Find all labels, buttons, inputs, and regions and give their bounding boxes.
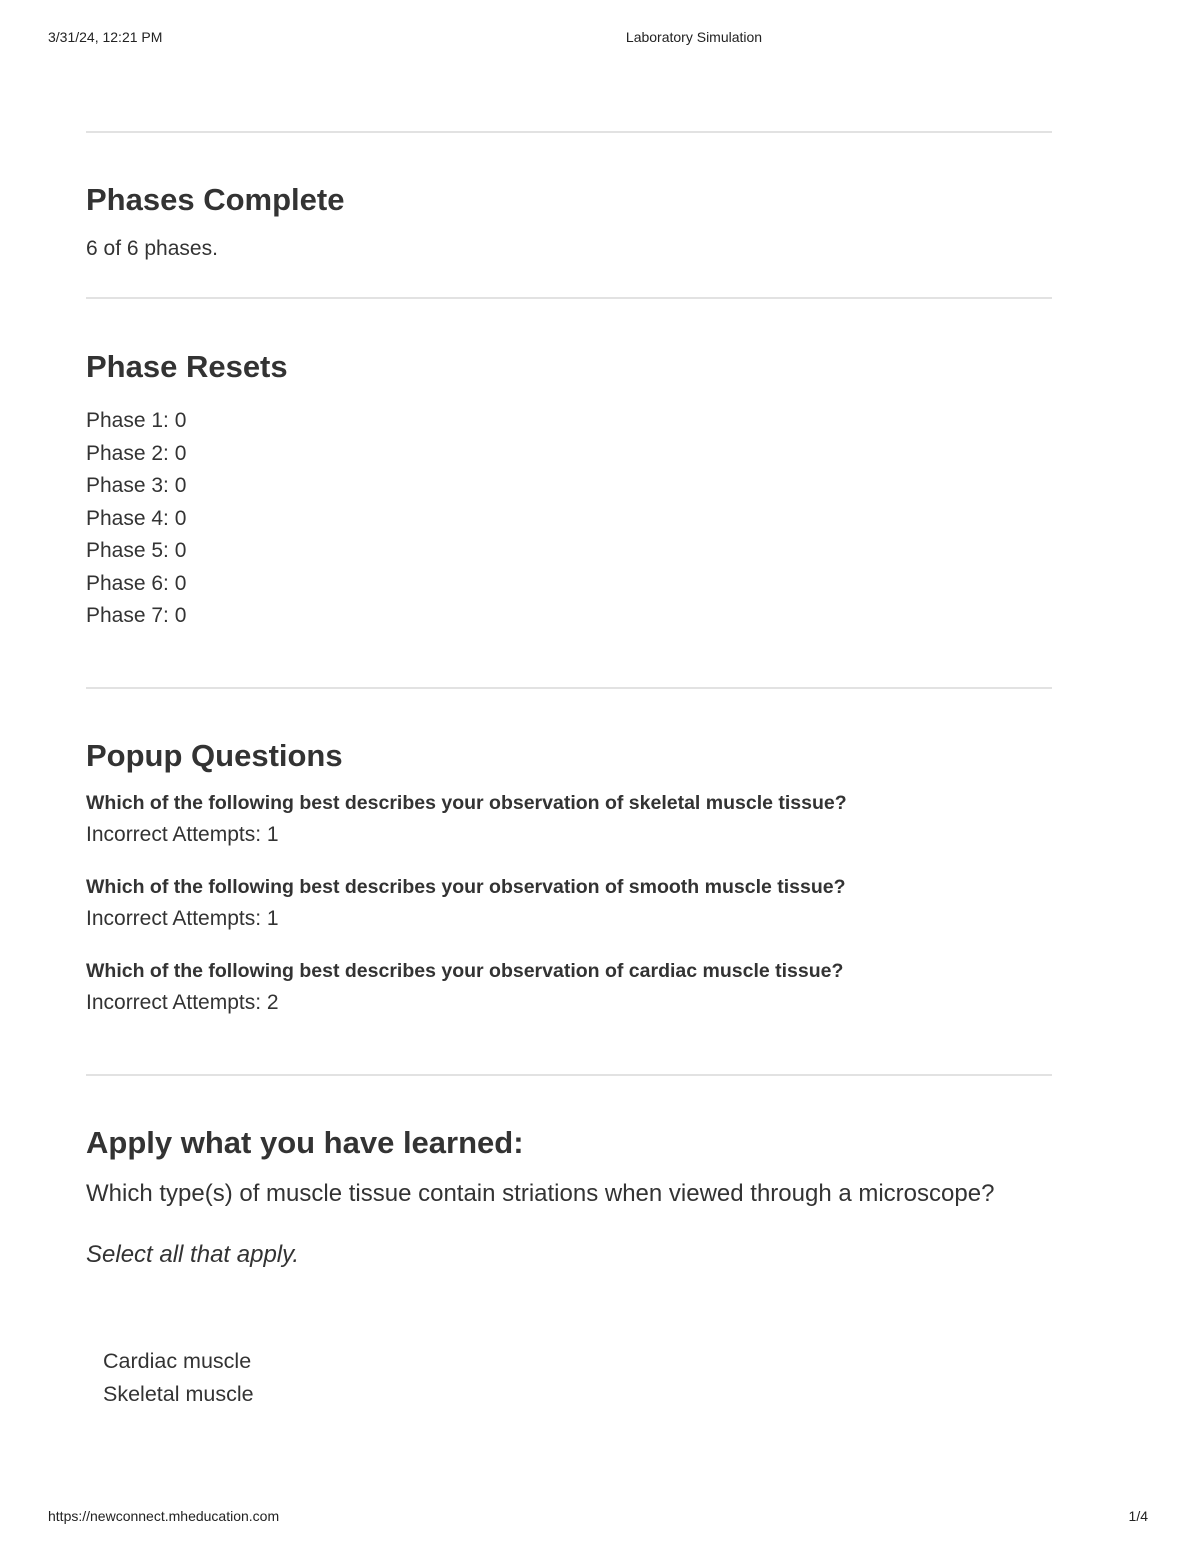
apply-prompt: Which type(s) of muscle tissue contain striations when viewed through a microscope? [86,1180,995,1207]
answer-item-cardiac: Cardiac muscle [103,1349,252,1373]
phases-complete-text: 6 of 6 phases. [86,237,218,260]
print-page-number: 1/4 [1128,1508,1148,1524]
phase-reset-row: Phase 1: 0 [86,409,187,432]
popup-questions-section [86,738,1052,1039]
phases-complete-title: Phases Complete [86,182,345,217]
print-url: https://newconnect.mheducation.com [48,1508,280,1524]
phase-reset-row: Phase 2: 0 [86,441,187,465]
phase-reset-row: Phase 6: 0 [86,571,187,595]
phase-reset-row: Phase 4: 0 [86,506,187,530]
phase-reset-row: Phase 5: 0 [86,539,187,562]
print-header [0,29,1200,47]
incorrect-attempts: Incorrect Attempts: 2 [86,991,279,1014]
popup-question-text: Which of the following best describes your observation of skeletal muscle tissue? [86,792,847,814]
print-footer [0,1508,1200,1526]
divider [86,297,1052,299]
apply-section [86,1125,1052,1273]
phase-resets-list [86,405,1052,633]
answer-item-skeletal: Skeletal muscle [103,1381,254,1406]
popup-question-text: Which of the following best describes your observation of smooth muscle tissue? [86,876,846,898]
phases-complete-section [86,182,1052,266]
phase-reset-row: Phase 7: 0 [86,604,187,627]
apply-instruction: Select all that apply. [86,1241,300,1268]
popup-questions-list [86,787,1052,1018]
popup-question-text: Which of the following best describes your observation of cardiac muscle tissue? [86,960,844,982]
divider [86,687,1052,689]
popup-question-item [86,787,1052,850]
incorrect-attempts: Incorrect Attempts: 1 [86,823,279,846]
divider [86,131,1052,133]
popup-question-item [86,871,1052,934]
popup-question-item [86,955,1052,1018]
popup-questions-title: Popup Questions [86,738,343,773]
print-datetime: 3/31/24, 12:21 PM [48,29,163,45]
print-page-title: Laboratory Simulation [625,29,763,45]
apply-title: Apply what you have learned: [86,1125,524,1160]
incorrect-attempts: Incorrect Attempts: 1 [86,907,279,930]
phase-resets-title: Phase Resets [86,349,288,384]
divider [86,1074,1052,1076]
answer-list [103,1345,703,1410]
phase-resets-section [86,349,1052,633]
phase-reset-row: Phase 3: 0 [86,474,187,497]
